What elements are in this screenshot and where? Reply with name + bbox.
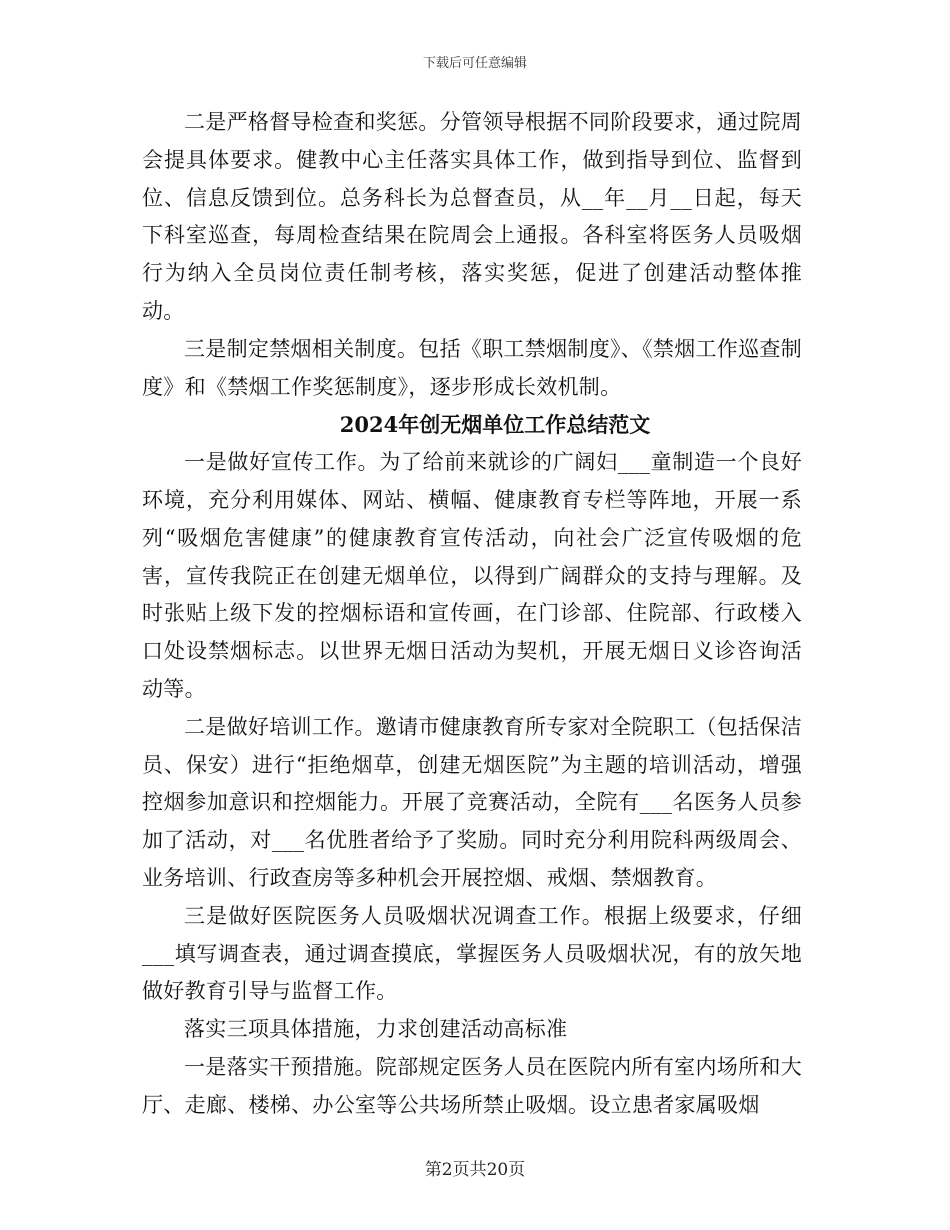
document-title: 2024年创无烟单位工作总结范文 [339, 412, 651, 438]
page-number: 第2页共20页 [424, 1160, 526, 1180]
page-header-note: 下载后可任意编辑 [422, 56, 527, 71]
paragraph-intervention: 一是落实干预措施。院部规定医务人员在医院内所有室内场所和大厅、走廊、楼梯、办公室等公共场所禁止吸烟。设立患者家属吸烟 [142, 1054, 802, 1117]
section-heading-measures: 落实三项具体措施，力求创建活动高标准 [184, 1017, 568, 1042]
paragraph-survey: 三是做好医院医务人员吸烟状况调查工作。根据上级要求，仔细___填写调查表，通过调查摸底，掌握医务人员吸烟状况，有的放矢地做好教育引导与监督工作。 [142, 903, 802, 1004]
paragraph-training: 二是做好培训工作。邀请市健康教育所专家对全院职工（包括保洁员、保安）进行“拒绝烟草，创建无烟医院”为主题的培训活动，增强控烟参加意识和控烟能力。开展了竞赛活动，全院有___名医务人员参加了活动，对___名优胜者给予了奖励。同时充分利用院科两级周会、业务培训、行政查房等多种机会开展控烟、戒烟、禁烟教育。 [142, 714, 802, 890]
paragraph-publicity: 一是做好宣传工作。为了给前来就诊的广阔妇___童制造一个良好环境，充分利用媒体、网站、横幅、健康教育专栏等阵地，开展一系列“吸烟危害健康”的健康教育宣传活动，向社会广泛宣传吸烟的危害，宣传我院正在创建无烟单位，以得到广阔群众的支持与理解。及时张贴上级下发的控烟标语和宣传画，在门诊部、住院部、行政楼入口处设禁烟标志。以世界无烟日活动为契机，开展无烟日义诊咨询活动等。 [142, 450, 802, 701]
paragraph-regulations: 三是制定禁烟相关制度。包括《职工禁烟制度》、《禁烟工作巡查制度》和《禁烟工作奖惩制度》，逐步形成长效机制。 [142, 336, 802, 399]
document-body [142, 104, 802, 1125]
paragraph-supervision: 二是严格督导检查和奖惩。分管领导根据不同阶段要求，通过院周会提具体要求。健教中心主任落实具体工作，做到指导到位、监督到位、信息反馈到位。总务科长为总督查员，从__年__月__日起，每天下科室巡查，每周检查结果在院周会上通报。各科室将医务人员吸烟行为纳入全员岗位责任制考核，落实奖惩，促进了创建活动整体推动。 [142, 110, 802, 323]
